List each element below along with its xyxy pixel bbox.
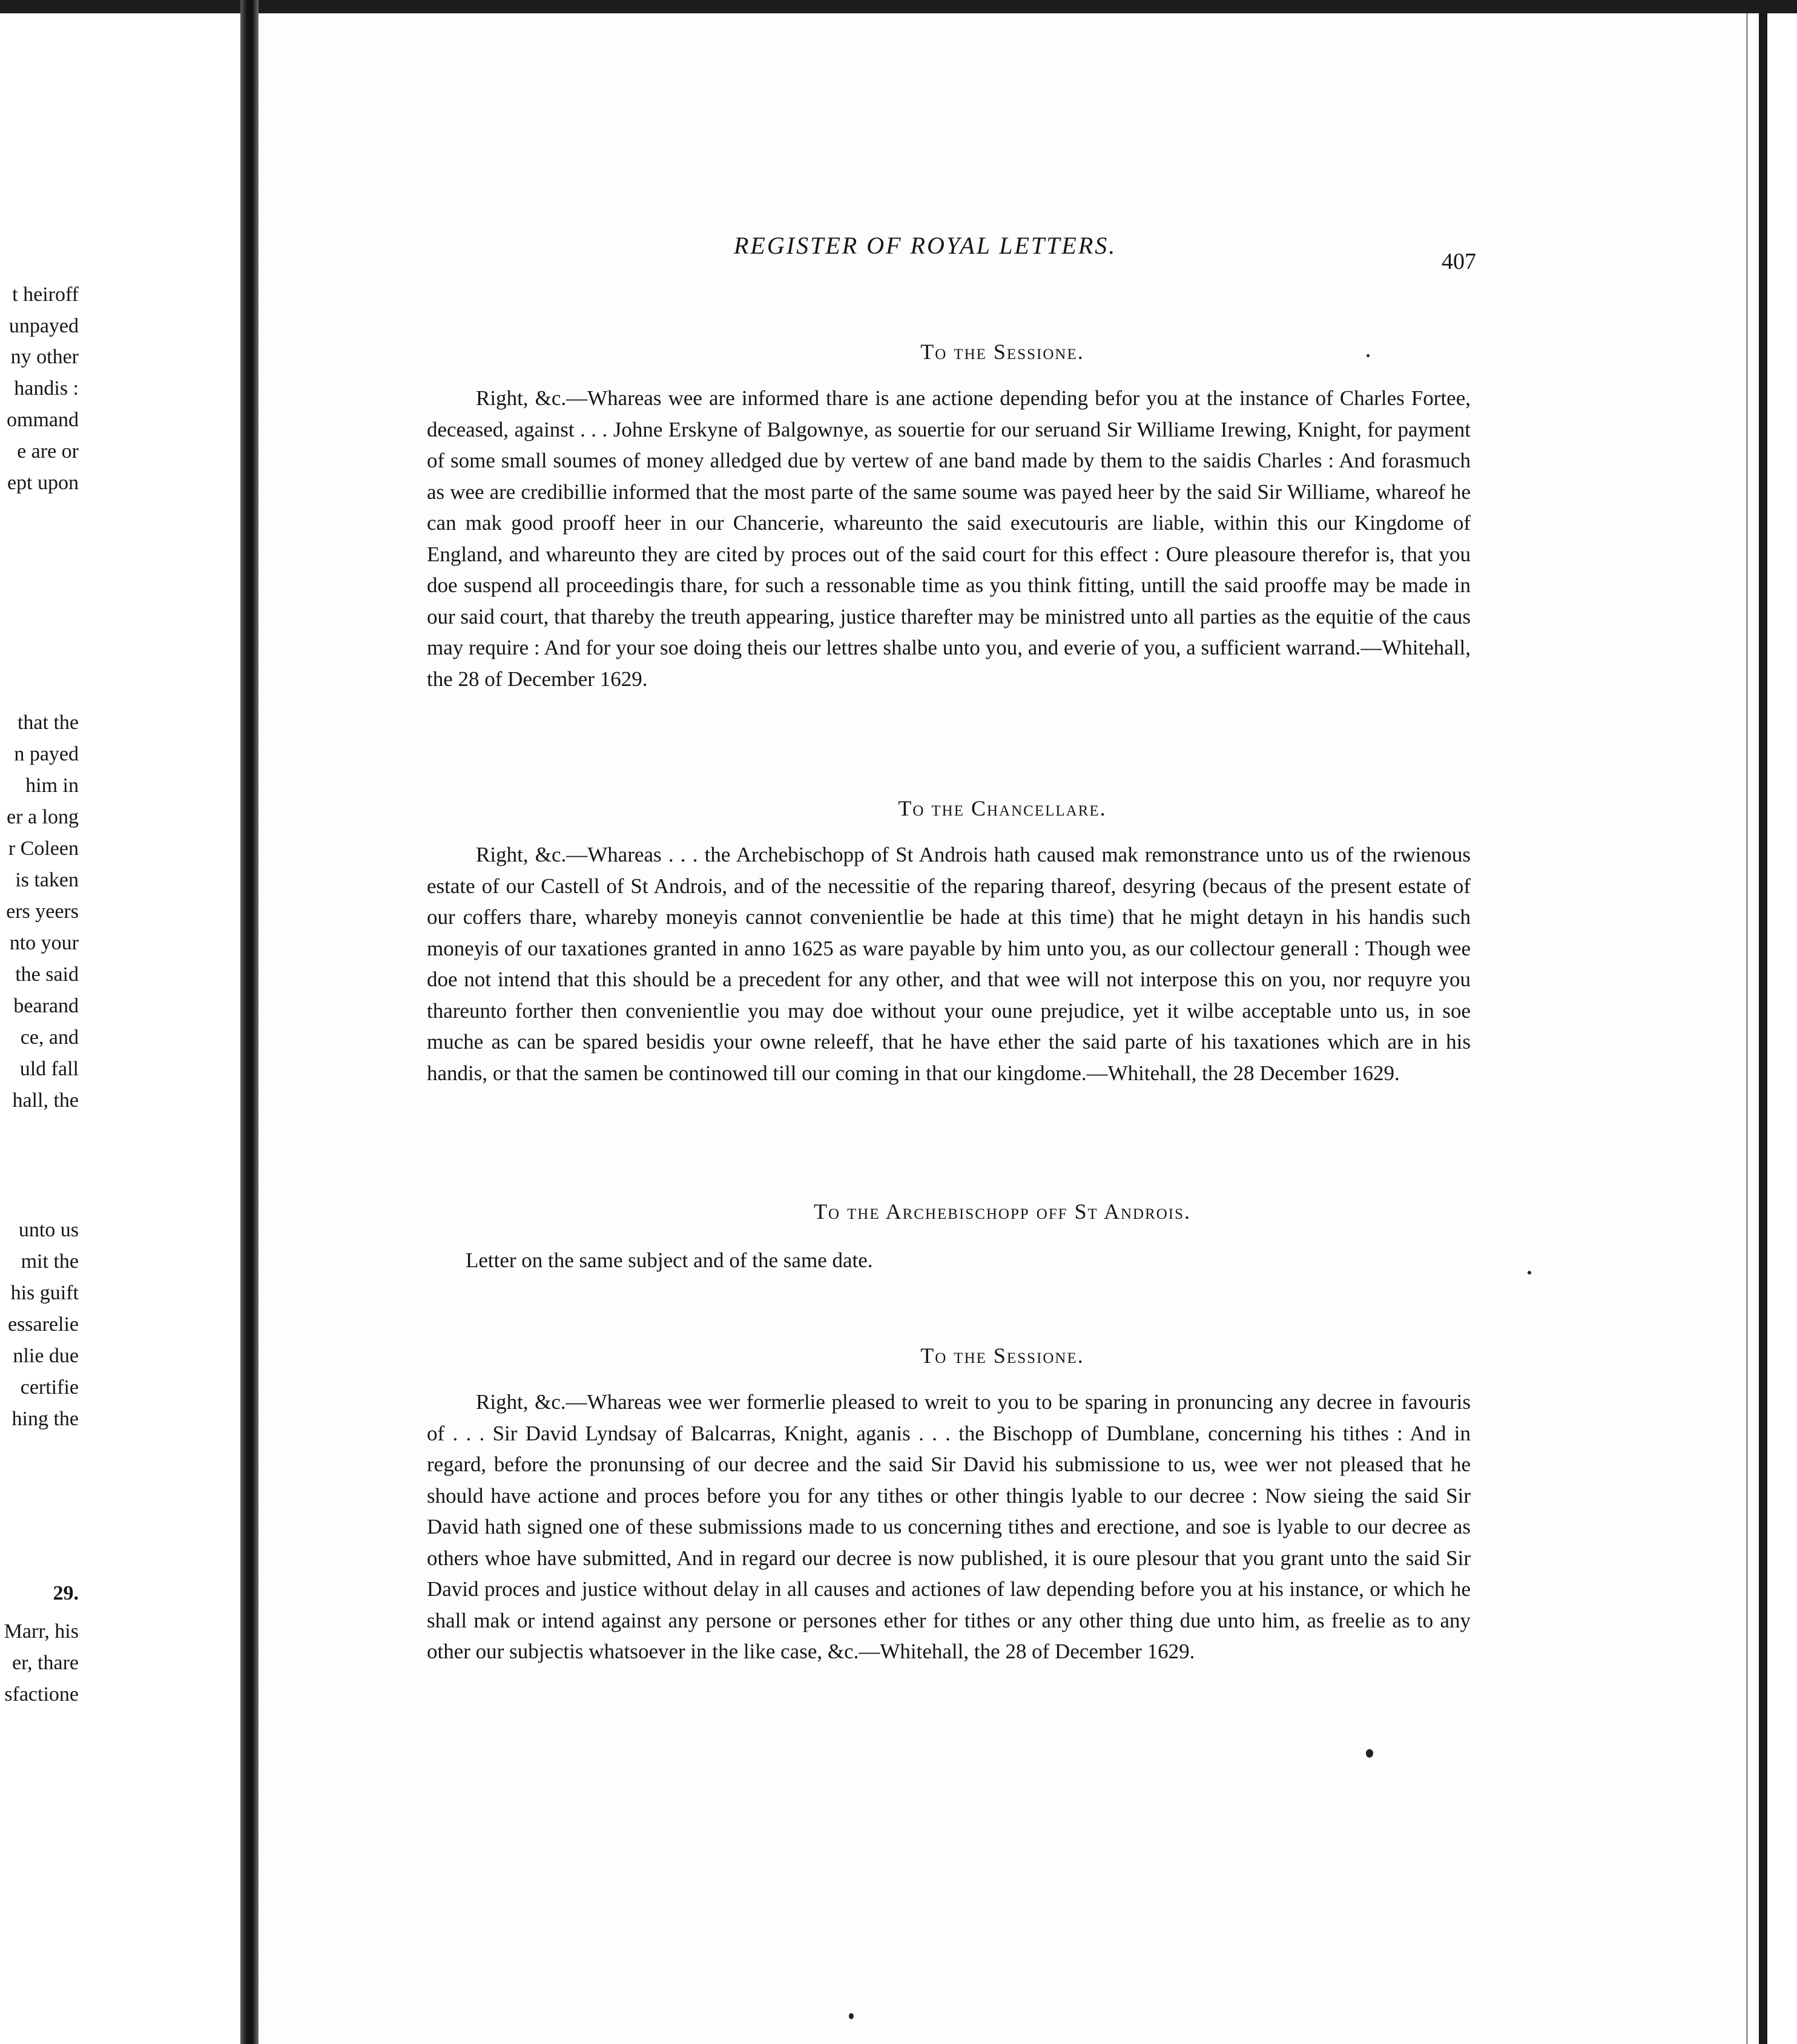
letter-body: Right, &c.—Whareas wee wer formerlie pleased to wreit to you to be sparing in pronuncing any decree in favouris of . . . Sir David Lyndsay of Balcarras, Knight, aganis . . . the Bischopp of Dumblane, concerning his tithes : And in regard, before the pronunsing of our decree and the said Sir David his submissione to us, wee wer not pleased that he should have actione and proces before you for any tithes or other thingis lyable to our decree : Now sieing the said Sir David hath signed one of these submissions made to us concerning tithes and erectione, and soe is lyable to our decree as others whoe have submitted, And in regard our decree is now published, it is oure plesour that you grant unto the said Sir David proces and justice without delay in all causes and actiones of law depending before you at his instance, or which he shall mak or intend against any persone or persones ether for tithes or any other thing due unto him, as freelie as to any other our subjectis whatsoever in the like case, &c.—Whitehall, the 28 of December 1629.	[427, 1390, 1471, 1663]
fragment-line: ny other	[10, 346, 79, 368]
fragment-line: er, thare	[12, 1652, 79, 1674]
book-page	[259, 13, 1746, 2044]
fragment-line: n payed	[14, 743, 79, 765]
fragment-line: r Coleen	[8, 837, 79, 860]
fragment-line: the said	[15, 963, 79, 986]
letter-heading: To the Archebischopp off St Androis.	[813, 1199, 1192, 1224]
fragment-line: bearand	[13, 995, 79, 1017]
fragment-line: unto us	[18, 1219, 79, 1241]
facing-page-fragment	[0, 13, 240, 2044]
scan-top-edge	[0, 0, 1797, 13]
scan-speck	[1366, 1749, 1373, 1758]
fragment-line: handis :	[14, 377, 79, 400]
letter-heading: To the Sessione.	[920, 340, 1084, 364]
fragment-line: nlie due	[13, 1345, 79, 1367]
fragment-line: ept upon	[7, 472, 79, 494]
fragment-line: sfactione	[4, 1683, 79, 1706]
fragment-line: t heiroff	[12, 283, 79, 306]
page-number: 407	[1442, 249, 1476, 274]
letter-note: Letter on the same subject and of the same date.	[466, 1248, 873, 1272]
fragment-line: er a long	[7, 806, 79, 828]
fragment-line: nto your	[9, 932, 79, 954]
fragment-line: hall, the	[12, 1089, 79, 1112]
fragment-line: his guift	[10, 1282, 79, 1304]
scan-right-edge	[1759, 13, 1767, 2044]
fragment-line: that the	[17, 711, 79, 734]
scan-speck	[849, 2013, 854, 2019]
scan-speck	[1367, 354, 1370, 357]
fragment-line: ommand	[7, 409, 79, 431]
fragment-line: ce, and	[20, 1026, 79, 1049]
running-head: REGISTER OF ROYAL LETTERS.	[734, 232, 1117, 259]
book-gutter	[240, 0, 259, 2044]
fragment-line: unpayed	[8, 315, 79, 337]
scan-speck	[1528, 1271, 1531, 1274]
fragment-line: e are or	[17, 440, 79, 463]
fragment-line: certifie	[20, 1376, 79, 1399]
fragment-line: ers yeers	[6, 900, 79, 923]
fragment-line: hing the	[12, 1408, 79, 1430]
letter-body: Right, &c.—Whareas . . . the Archebischopp of St Androis hath caused mak remonstrance unto us of the rwienous estate of our Castell of St Androis, and of the necessitie of the reparing thareof, desyring (becaus of the present estate of our coffers thare, whareby moneyis cannot convenientlie be hade at this time) that he might detayn in his handis such moneyis of our taxationes granted in anno 1625 as ware payable by him unto you, as our collectour generall : Though wee doe not intend that this should be a precedent for any other, and that wee will not interpose this on you, nor requyre you thareunto forther then convenientlie you may doe without your oune prejudice, yet it wilbe acceptable unto us, in soe muche as can be spared besidis your owne releeff, that he have ether the said parte of his taxationes which are in his handis, or that the samen be continowed till our coming in that our kingdome.—Whitehall, the 28 December 1629.	[427, 843, 1471, 1085]
fragment-line: is taken	[15, 869, 79, 891]
fragment-line: Marr, his	[4, 1620, 79, 1643]
fragment-line: 29.	[53, 1582, 79, 1604]
letter-heading: To the Sessione.	[920, 1343, 1084, 1368]
fragment-line: mit the	[21, 1250, 79, 1273]
fragment-line: him in	[25, 774, 79, 797]
fragment-line: uld fall	[19, 1058, 79, 1080]
letter-body: Right, &c.—Whareas wee are informed thare is ane actione depending befor you at the instance of Charles Fortee, deceased, against . . . Johne Erskyne of Balgownye, as souertie for our seruand Sir Williame Irewing, Knight, for payment of some small soumes of money alledged due by vertew of ane band made by them to the saidis Charles : And forasmuch as wee are credibillie informed that the most parte of the same soume was payed heer by the said Sir Williame, whareof he can mak good prooff heer in our Chancerie, whareunto the said executouris are liable, within this our Kingdome of England, and whareunto they are cited by proces out of the said court for this effect : Oure pleasoure therefor is, that you doe suspend all proceedingis thare, for such a ressonable time as you think fitting, untill the said prooffe may be made in our said court, that thareby the treuth appearing, justice tharefter may be ministred unto all parties as the equitie of the caus may require : And for your soe doing theis our lettres shalbe unto you, and everie of you, a sufficient warrand.—Whitehall, the 28 of December 1629.	[427, 386, 1471, 691]
fragment-line: essarelie	[7, 1313, 79, 1336]
letter-heading: To the Chancellare.	[898, 796, 1107, 820]
page-edge-line	[1746, 13, 1748, 2044]
